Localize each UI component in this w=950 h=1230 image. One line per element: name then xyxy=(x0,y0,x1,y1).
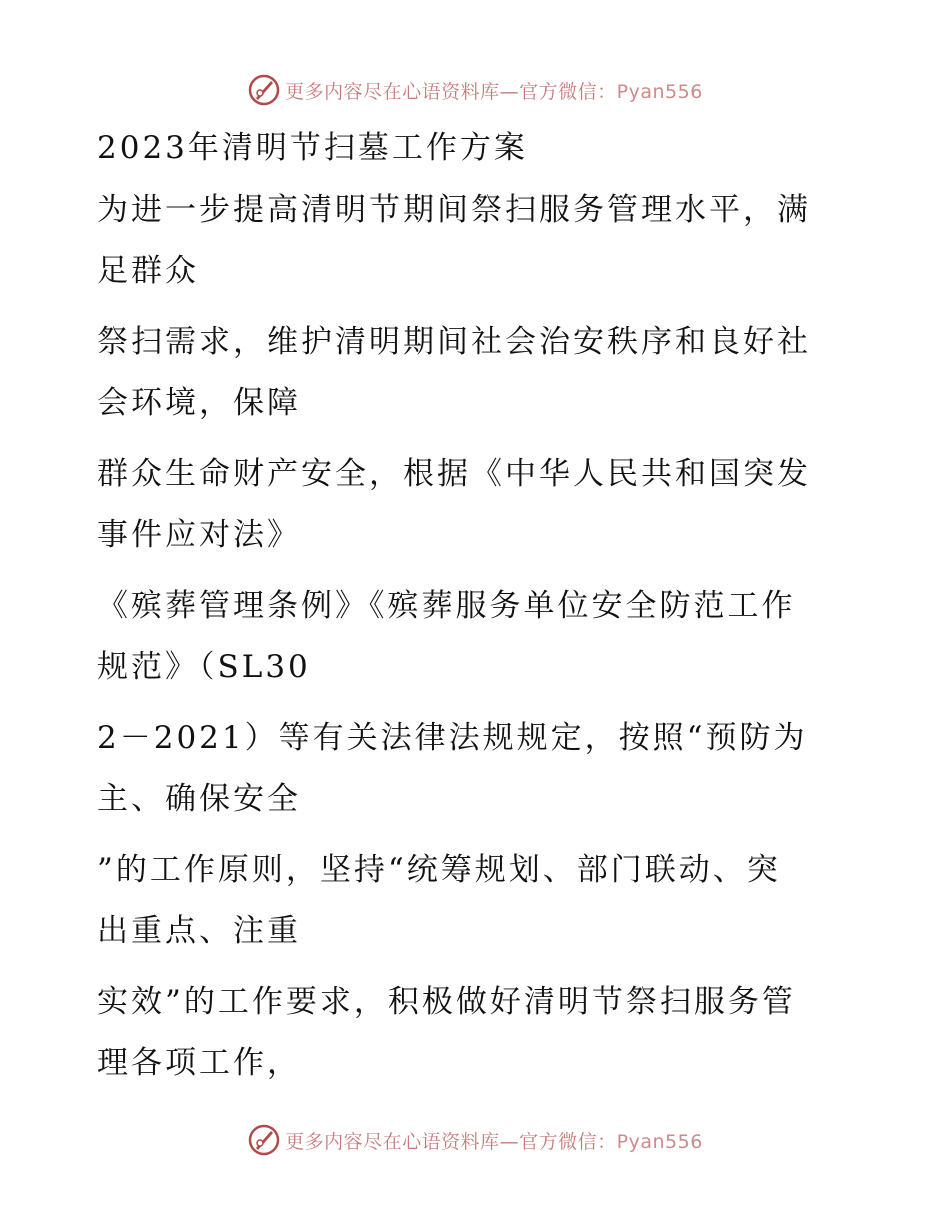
watermark-text xyxy=(285,1127,703,1154)
text-line: 足群众 xyxy=(97,253,199,289)
watermark-wechat-id: Pyan556 xyxy=(616,80,703,103)
text-line: 群众生命财产安全，根据《中华人民共和国突发 xyxy=(97,456,811,492)
paragraph-5 xyxy=(97,708,837,830)
text-line: 祭扫需求，维护清明期间社会治安秩序和良好社 xyxy=(97,324,811,360)
text-line: 理各项工作， xyxy=(97,1045,301,1081)
paragraph-7 xyxy=(97,972,837,1094)
text-line: 实效”的工作要求，积极做好清明节祭扫服务管 xyxy=(97,984,796,1020)
paragraph-4 xyxy=(97,576,837,698)
watermark-label: 更多内容尽在心语资料库—官方微信： xyxy=(285,1130,617,1153)
text-line: 规范》（SL30 xyxy=(97,649,311,685)
text-line: 2－2021）等有关法律法规规定，按照“预防为 xyxy=(97,720,808,756)
paragraph-2 xyxy=(97,312,837,434)
text-line: ”的工作原则，坚持“统筹规划、部门联动、突 xyxy=(97,852,781,888)
watermark-text xyxy=(285,77,703,104)
watermark-header xyxy=(0,70,950,110)
quill-logo-icon xyxy=(247,73,281,107)
paragraph-3 xyxy=(97,444,837,566)
text-line: 事件应对法》 xyxy=(97,517,301,553)
document-title: 2023年清明节扫墓工作方案 xyxy=(97,130,528,166)
watermark-wechat-id: Pyan556 xyxy=(616,1130,703,1153)
paragraph-1 xyxy=(97,180,837,302)
paragraph-6 xyxy=(97,840,837,962)
text-line: 为进一步提高清明节期间祭扫服务管理水平，满 xyxy=(97,192,811,228)
text-line: 出重点、注重 xyxy=(97,913,301,949)
watermark-footer xyxy=(0,1120,950,1160)
text-line: 《殡葬管理条例》《殡葬服务单位安全防范工作 xyxy=(97,588,796,624)
text-line: 会环境，保障 xyxy=(97,385,301,421)
text-line: 主、确保安全 xyxy=(97,781,301,817)
quill-logo-icon xyxy=(247,1123,281,1157)
watermark-label: 更多内容尽在心语资料库—官方微信： xyxy=(285,80,617,103)
document-body xyxy=(97,118,837,1094)
